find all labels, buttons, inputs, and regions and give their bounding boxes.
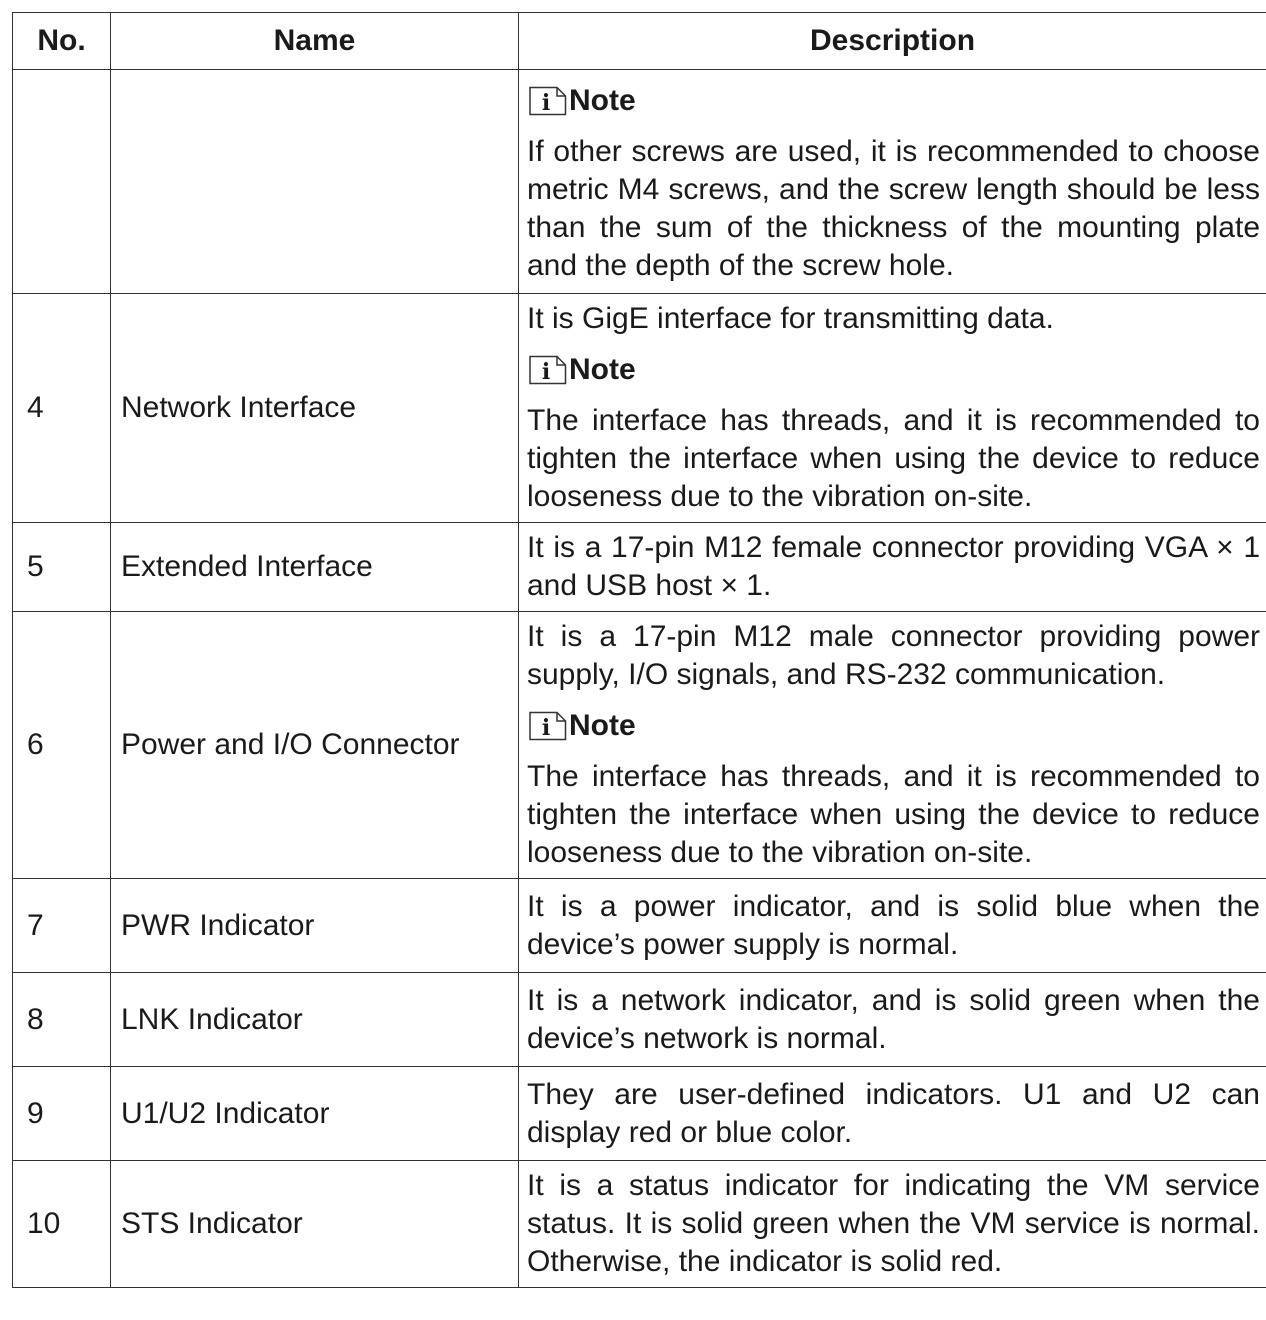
note-heading bbox=[527, 348, 1260, 392]
row-description bbox=[519, 879, 1266, 973]
row-description bbox=[519, 523, 1266, 612]
header-no: No. bbox=[13, 13, 111, 70]
note-label: Note bbox=[569, 709, 636, 742]
row-number: 8 bbox=[13, 973, 111, 1067]
row-name: Extended Interface bbox=[111, 523, 519, 612]
header-name: Name bbox=[111, 13, 519, 70]
row-number bbox=[13, 70, 111, 294]
row-description bbox=[519, 70, 1266, 294]
row-name: STS Indicator bbox=[111, 1161, 519, 1288]
description-text: It is GigE interface for transmitting data. bbox=[527, 302, 1054, 335]
description-text: It is a 17-pin M12 male connector providing power supply, I/O signals, and RS-232 communication. bbox=[527, 620, 1260, 691]
row-number: 10 bbox=[13, 1161, 111, 1288]
description-text: It is a network indicator, and is solid green when the device’s network is normal. bbox=[527, 983, 1260, 1055]
row-description bbox=[519, 1067, 1266, 1161]
description-text: If other screws are used, it is recommended to choose metric M4 screws, and the screw length should be less than the sum of the thickness of the mounting plate and the depth of the screw hole. bbox=[527, 134, 1260, 282]
row-name: PWR Indicator bbox=[111, 879, 519, 973]
table-row bbox=[13, 879, 1266, 973]
note-heading bbox=[527, 704, 1260, 748]
row-name: LNK Indicator bbox=[111, 973, 519, 1067]
table-row bbox=[13, 523, 1266, 612]
description-text: They are user-defined indicators. U1 and U2 can display red or blue color. bbox=[527, 1077, 1260, 1149]
note-info-icon bbox=[527, 711, 567, 741]
row-number: 6 bbox=[13, 612, 111, 879]
description-text: The interface has threads, and it is recommended to tighten the interface when using the device to reduce looseness due to the vibration on-site. bbox=[527, 760, 1260, 869]
row-description bbox=[519, 612, 1266, 879]
note-info-icon bbox=[527, 355, 567, 385]
row-name: U1/U2 Indicator bbox=[111, 1067, 519, 1161]
note-label: Note bbox=[569, 353, 636, 386]
description-text: The interface has threads, and it is recommended to tighten the interface when using the device to reduce looseness due to the vibration on-site. bbox=[527, 404, 1260, 513]
spec-table bbox=[12, 12, 1266, 1288]
table-row bbox=[13, 1161, 1266, 1288]
svg-text:i: i bbox=[541, 715, 551, 741]
row-number: 4 bbox=[13, 294, 111, 523]
header-description: Description bbox=[519, 13, 1266, 70]
row-name bbox=[111, 70, 519, 294]
row-name: Network Interface bbox=[111, 294, 519, 523]
row-description bbox=[519, 973, 1266, 1067]
row-number: 9 bbox=[13, 1067, 111, 1161]
description-text: It is a 17-pin M12 female connector providing VGA × 1 and USB host × 1. bbox=[527, 531, 1260, 602]
row-description bbox=[519, 1161, 1266, 1288]
row-number: 5 bbox=[13, 523, 111, 612]
description-text: It is a power indicator, and is solid blue when the device’s power supply is normal. bbox=[527, 889, 1260, 961]
table-header-row bbox=[13, 13, 1266, 70]
table-row bbox=[13, 1067, 1266, 1161]
table-row bbox=[13, 294, 1266, 523]
table-row bbox=[13, 612, 1266, 879]
row-description bbox=[519, 294, 1266, 523]
table-row bbox=[13, 973, 1266, 1067]
note-info-icon bbox=[527, 86, 567, 116]
svg-text:i: i bbox=[541, 89, 551, 116]
note-heading bbox=[527, 79, 1260, 123]
row-name: Power and I/O Connector bbox=[111, 612, 519, 879]
description-text: It is a status indicator for indicating the VM service status. It is solid green when the VM service is normal. Otherwise, the indicator is solid red. bbox=[527, 1169, 1260, 1278]
note-label: Note bbox=[569, 83, 636, 117]
row-number: 7 bbox=[13, 879, 111, 973]
table-row bbox=[13, 70, 1266, 294]
svg-text:i: i bbox=[541, 359, 551, 385]
